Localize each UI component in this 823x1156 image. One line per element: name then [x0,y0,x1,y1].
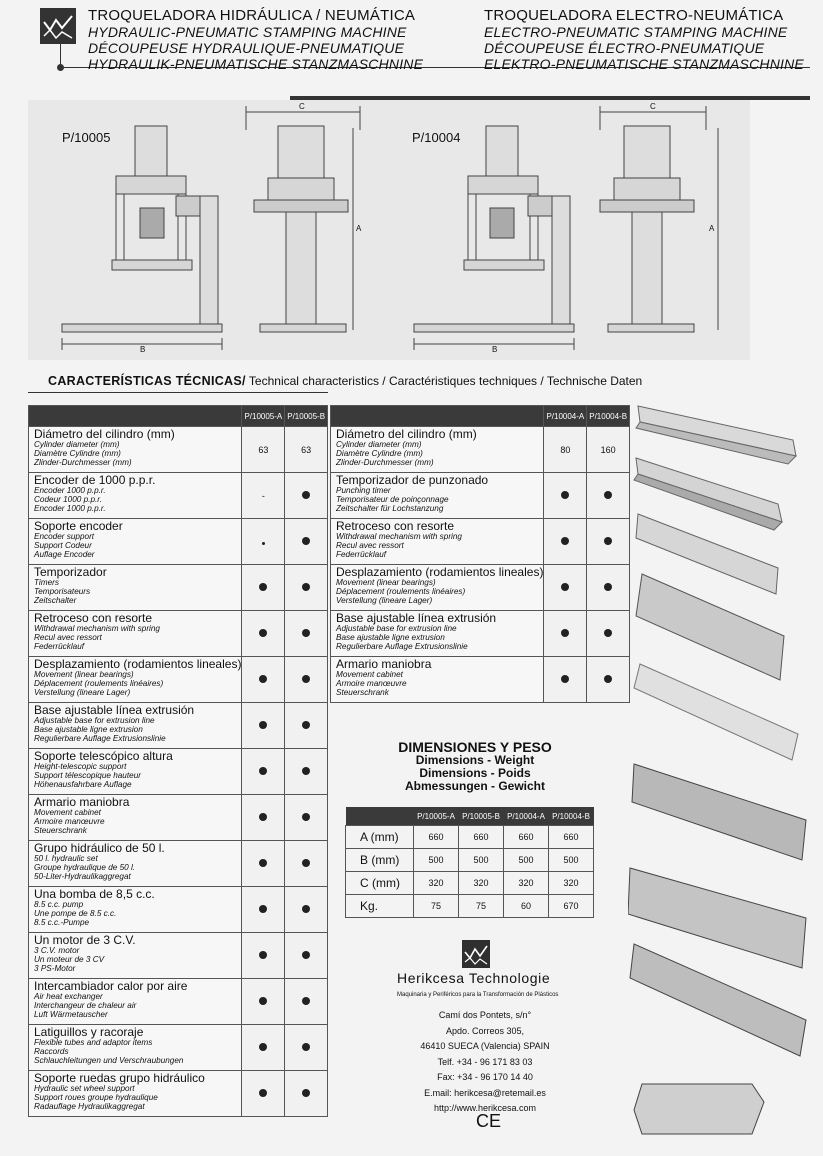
spec-name-cell [331,427,544,473]
spec-name-cell [331,657,544,703]
spec-translation: 3 PS-Motor [34,964,76,973]
header-left-title-en: HYDRAULIC-PNEUMATIC STAMPING MACHINE [88,24,407,40]
dimensions-title [350,741,600,793]
model-label-left: P/10005 [62,130,111,145]
machine-drawing-svg [28,100,750,360]
dimension-label: A (mm) [346,826,414,849]
table2-col-b: P/10004-B [587,406,630,427]
spec-translation: Movement (linear bearings) [34,670,134,679]
spec-translation: Recul avec ressort [336,541,404,550]
spec-translation: 3 C.V. motor [34,946,80,955]
spec-value-b [285,933,328,979]
dimension-value: 60 [504,895,549,918]
header-right-title-fr: DÉCOUPEUSE ÉLECTRO-PNEUMATIQUE [484,40,765,56]
dimension-label: C (mm) [346,872,414,895]
spec-translation: Federrücklauf [34,642,85,651]
dimension-label: B (mm) [346,849,414,872]
spec-name-cell [29,611,242,657]
spec-value-a [242,703,285,749]
address-line-1: Camí dos Pontets, s/n° [438,1010,532,1020]
spec-translation: Hydraulic set wheel support [34,1084,135,1093]
dim-a-label-left: A [356,224,362,233]
dimension-value: 670 [549,895,594,918]
dimension-value: 320 [459,872,504,895]
dimension-value: 500 [414,849,459,872]
spec-translation: Un moteur de 3 CV [34,955,105,964]
dimensions-title-en: Dimensions - Weight [415,753,535,767]
spec-name: Soporte encoder [34,519,123,533]
spec-value-a [242,933,285,979]
address-line-3: 46410 SUECA (Valencia) SPAIN [420,1041,550,1051]
spec-translation: Base ajustable ligne extrusion [34,725,143,734]
spec-row [29,611,328,657]
bullet-icon [259,1043,267,1051]
spec-translation: Groupe hydraulique de 50 l. [34,863,136,872]
spec-translation: Flexible tubes and adaptor items [34,1038,153,1047]
spec-translation: Radauflage Hydraulikaggregat [34,1102,145,1111]
spec-row [331,565,630,611]
model-label-right: P/10004 [412,130,461,145]
bullet-icon [259,583,267,591]
spec-name: Desplazamiento (rodamientos lineales) [336,565,544,579]
bullet-icon [561,583,569,591]
dimension-value: 660 [459,826,504,849]
dim-col-2: P/10005-B [459,807,504,826]
spec-name-cell [29,1071,242,1117]
dimension-row [346,849,594,872]
company-logo-icon [462,940,490,968]
spec-name-cell [29,427,242,473]
spec-value-a [242,749,285,795]
spec-name-cell [29,933,242,979]
spec-value-b: 63 [285,427,328,473]
dimension-value: 660 [504,826,549,849]
spec-translation: Base ajustable ligne extrusion [336,633,445,642]
spec-value-a [242,1025,285,1071]
cable-tray-5-icon [634,664,798,760]
spec-translation: Federrücklauf [336,550,387,559]
spec-translation: Support Codeur [34,541,92,550]
spec-row [29,749,328,795]
brand-logo-icon [40,8,76,44]
spec-translation: Timers [34,578,59,587]
spec-row [331,427,630,473]
spec-translation: 8.5 c.c. pump [34,900,84,909]
spec-name: Base ajustable línea extrusión [336,611,497,625]
bullet-icon [302,997,310,1005]
spec-name: Temporizador de punzonado [336,473,489,487]
bullet-icon [259,859,267,867]
bullet-icon [302,629,310,637]
dimensions-title-de: Abmessungen - Gewicht [404,779,546,793]
spec-translation: 50 l. hydraulic set [34,854,98,863]
spec-translation: Armoire manœuvre [34,817,105,826]
spec-row [331,473,630,519]
spec-translation: Raccords [34,1047,69,1056]
email-link[interactable]: E.mail: herikcesa@retemail.es [424,1087,546,1098]
spec-name-cell [29,473,242,519]
bullet-icon [302,859,310,867]
spec-value-a: 63 [242,427,285,473]
spec-translation: Diamètre Cylindre (mm) [336,449,423,458]
spec-row [29,841,328,887]
spec-name: Intercambiador calor por aire [34,979,188,993]
spec-value-a [242,887,285,933]
spec-translation: Verstellung (lineare Lager) [34,688,131,697]
spec-translation: Interchangeur de chaleur air [34,1001,137,1010]
spec-translation: Movement (linear bearings) [336,578,436,587]
spec-translation: Zlinder-Durchmesser (mm) [336,458,434,467]
spec-translation: Encoder support [34,532,95,541]
spec-value-b [285,1071,328,1117]
bullet-icon [561,537,569,545]
spec-value-a [242,795,285,841]
spec-translation: Déplacement (roulements linéaires) [336,587,466,596]
spec-translation: Encoder 1000 p.p.r. [34,504,106,513]
spec-value-a [242,519,285,565]
spec-value-b [587,473,630,519]
spec-name: Armario maniobra [336,657,432,671]
contact-block [380,1008,590,1117]
dim-header-blank [346,807,414,826]
cable-tray-1-icon [636,406,796,464]
dimension-value: 660 [549,826,594,849]
spec-row [29,795,328,841]
spec-translation: Cylinder diameter (mm) [336,440,422,449]
drawing-top-bar [290,96,810,100]
spec-value-b [587,657,630,703]
small-bullet-icon [262,542,265,545]
spec-translation: Withdrawal mechanism with spring [336,532,462,541]
bullet-icon [302,721,310,729]
cable-tray-2-icon [634,458,782,530]
dimension-row [346,826,594,849]
spec-translation: Steuerschrank [34,826,87,835]
spec-row [29,473,328,519]
spec-name: Grupo hidráulico de 50 l. [34,841,165,855]
spec-translation: Luft Wärmetauscher [34,1010,108,1019]
spec-translation: Withdrawal mechanism with spring [34,624,160,633]
header-right-title-es: TROQUELADORA ELECTRO-NEUMÁTICA [484,7,784,24]
spec-value-a [242,841,285,887]
spec-name-cell [29,519,242,565]
spec-name: Diámetro del cilindro (mm) [34,427,175,441]
header-right-title-de: ELEKTRO-PNEUMATISCHE STANZMASCHNINE [484,56,804,72]
header-right-title-en: ELECTRO-PNEUMATIC STAMPING MACHINE [484,24,788,40]
spec-name: Temporizador [34,565,107,579]
bullet-icon [302,675,310,683]
dimension-row [346,872,594,895]
spec-value-a [544,611,587,657]
spec-translation: Punching timer [336,486,391,495]
spec-value-b [285,1025,328,1071]
spec-value-b [285,611,328,657]
spec-translation: Temporisateur de poinçonnage [336,495,449,504]
bullet-icon [259,813,267,821]
bullet-icon [561,629,569,637]
spec-row [29,933,328,979]
header-left-title-de: HYDRAULIK-PNEUMATISCHE STANZMASCHNINE [88,56,424,72]
spec-translation: 50-Liter-Hydraulikaggregat [34,872,131,881]
spec-row [29,427,328,473]
spec-translation: Steuerschrank [336,688,389,697]
spec-value-b [587,519,630,565]
spec-name-cell [331,519,544,565]
dim-c-label-left: C [299,102,305,111]
spec-name-cell [331,473,544,519]
spec-value-a [544,473,587,519]
dim-col-4: P/10004-B [549,807,594,826]
spec-translation: Air heat exchanger [34,992,103,1001]
dimension-value: 320 [549,872,594,895]
spec-name: Encoder de 1000 p.p.r. [34,473,156,487]
spec-table-p10004 [330,405,630,703]
spec-value-a [544,565,587,611]
bullet-icon [302,583,310,591]
spec-translation: Adjustable base for extrusion line [34,716,155,725]
dim-col-1: P/10005-A [414,807,459,826]
spec-name-cell [331,565,544,611]
spec-row [331,611,630,657]
spec-name-cell [29,657,242,703]
spec-value-b [285,519,328,565]
cable-tray-6-icon [632,764,806,860]
spec-value-b [285,795,328,841]
dimensions-table [345,807,594,918]
spec-value-a: 80 [544,427,587,473]
spec-value-b [587,565,630,611]
dimension-value: 500 [459,849,504,872]
spec-translation: Zeitschalter für Lochstanzung [336,504,444,513]
dim-col-3: P/10004-A [504,807,549,826]
spec-name-cell [29,565,242,611]
table2-body [331,427,630,703]
bullet-icon [259,905,267,913]
technical-drawing [28,100,750,360]
bullet-icon [259,629,267,637]
spec-value-a [544,657,587,703]
spec-value-b [285,703,328,749]
bullet-icon [259,675,267,683]
spec-translation: Regulierbare Auflage Extrusionslinie [34,734,166,743]
spec-value-b [285,657,328,703]
table2-header-blank [331,406,544,427]
spec-value-a [242,1071,285,1117]
spec-value-b [285,473,328,519]
bullet-icon [604,583,612,591]
spec-name-cell [29,887,242,933]
dimensions-body [346,826,594,918]
spec-translation: Codeur 1000 p.p.r. [34,495,102,504]
bullet-icon [302,537,310,545]
spec-value-a [242,565,285,611]
dimensions-title-es: DIMENSIONES Y PESO [398,739,552,755]
bullet-icon [302,813,310,821]
spec-row [29,1025,328,1071]
spec-translation: Armoire manœuvre [336,679,407,688]
spec-name-cell [331,611,544,657]
spec-row [29,519,328,565]
spec-name-cell [29,841,242,887]
dimension-label: Kg. [346,895,414,918]
spec-translation: Movement cabinet [336,670,403,679]
spec-value-a [242,657,285,703]
cable-bracket-icon [634,1084,764,1134]
spec-name: Armario maniobra [34,795,130,809]
dimension-value: 75 [459,895,504,918]
spec-translation: Déplacement (roulements linéaires) [34,679,164,688]
spec-value-b [587,611,630,657]
spec-value-a [544,519,587,565]
header-connector-line [60,44,61,66]
spec-translation: Adjustable base for extrusion line [336,624,457,633]
spec-translation: Auflage Encoder [34,550,95,559]
spec-name: Una bomba de 8,5 c.c. [34,887,155,901]
spec-row [29,703,328,749]
spec-value-b [285,749,328,795]
bullet-icon [259,997,267,1005]
bullet-icon [259,767,267,775]
spec-value-b [285,979,328,1025]
spec-value-b [285,565,328,611]
spec-translation: Movement cabinet [34,808,101,817]
header-left-title-fr: DÉCOUPEUSE HYDRAULIQUE-PNEUMATIQUE [88,40,405,56]
characteristics-underline [28,392,328,393]
spec-translation: Zlinder-Durchmesser (mm) [34,458,132,467]
characteristics-title-rest: Technical characteristics / Caractéristiques techniques / Technische Daten [248,374,643,388]
spec-value-a: - [242,473,285,519]
spec-value-b [285,887,328,933]
bullet-icon [302,767,310,775]
phone: Telf. +34 - 96 171 83 03 [437,1056,533,1067]
header-left-title-es: TROQUELADORA HIDRÁULICA / NEUMÁTICA [88,7,416,24]
dim-c-label-right: C [650,102,656,111]
spec-translation: Support télescopique hauteur [34,771,141,780]
spec-name: Diámetro del cilindro (mm) [336,427,477,441]
dim-b-label-left: B [140,345,146,354]
spec-row [331,657,630,703]
header-left-titles [88,8,423,72]
characteristics-title [48,374,642,388]
table1-col-b: P/10005-B [285,406,328,427]
bullet-icon [302,1089,310,1097]
spec-name-cell [29,703,242,749]
spec-translation: Recul avec ressort [34,633,102,642]
spec-table-p10005 [28,405,328,1117]
spec-row [331,519,630,565]
spec-name-cell [29,979,242,1025]
spec-name-cell [29,749,242,795]
bullet-icon [561,675,569,683]
spec-name: Latiguillos y racoraje [34,1025,144,1039]
spec-row [29,979,328,1025]
bullet-icon [561,491,569,499]
spec-translation: Temporisateurs [34,587,91,596]
spec-translation: Verstellung (lineare Lager) [336,596,433,605]
table1-col-a: P/10005-A [242,406,285,427]
spec-value-a [242,979,285,1025]
dimension-value: 500 [504,849,549,872]
spec-translation: Cylinder diameter (mm) [34,440,120,449]
fax: Fax: +34 - 96 170 14 40 [437,1072,533,1082]
spec-name: Soporte ruedas grupo hidráulico [34,1071,205,1085]
table2-col-a: P/10004-A [544,406,587,427]
spec-translation: Encoder 1000 p.p.r. [34,486,106,495]
dimension-value: 320 [414,872,459,895]
spec-translation: Height-telescopic support [34,762,127,771]
dim-a-label-right: A [709,224,715,233]
spec-name: Retroceso con resorte [336,519,455,533]
spec-name-cell [29,795,242,841]
bullet-icon [604,675,612,683]
spec-name: Soporte telescópico altura [34,749,173,763]
dimension-value: 500 [549,849,594,872]
spec-value-b [285,841,328,887]
bullet-icon [604,629,612,637]
header-right-titles [484,8,804,72]
dimensions-title-fr: Dimensions - Poids [419,766,531,780]
cable-tray-photos [628,398,818,1138]
spec-translation: Support roues groupe hydraulique [34,1093,158,1102]
spec-name: Base ajustable línea extrusión [34,703,195,717]
spec-name-cell [29,1025,242,1071]
spec-translation: Schlauchleitungen und Verschraubungen [34,1056,184,1065]
spec-translation: Regulierbare Auflage Extrusionslinie [336,642,468,651]
spec-value-b: 160 [587,427,630,473]
spec-name: Desplazamiento (rodamientos lineales) [34,657,242,671]
spec-translation: 8.5 c.c.-Pumpe [34,918,90,927]
bullet-icon [259,721,267,729]
bullet-icon [259,1089,267,1097]
bullet-icon [259,951,267,959]
dimension-value: 320 [504,872,549,895]
ce-mark: CE [476,1111,502,1131]
characteristics-title-es: CARACTERÍSTICAS TÉCNICAS/ [48,374,246,388]
spec-value-a [242,611,285,657]
website-link[interactable]: http://www.herikcesa.com [433,1103,537,1113]
dimension-row [346,895,594,918]
company-name: Herikcesa Technologie [397,970,551,986]
bullet-icon [604,491,612,499]
spec-row [29,887,328,933]
table1-body [29,427,328,1117]
spec-name: Un motor de 3 C.V. [34,933,136,947]
bullet-icon [302,905,310,913]
spec-name: Retroceso con resorte [34,611,153,625]
cable-tray-4-icon [636,574,784,680]
dimension-value: 660 [414,826,459,849]
spec-translation: Höhenausfahrbare Auflage [34,780,132,789]
dim-b-label-right: B [492,345,498,354]
spec-translation: Zeitschalter [34,596,77,605]
table1-header-blank [29,406,242,427]
bullet-icon [604,537,612,545]
bullet-icon [302,1043,310,1051]
spec-row [29,657,328,703]
spec-translation: Une pompe de 8.5 c.c. [34,909,117,918]
company-subtitle: Maquinaria y Periféricos para la Transformación de Plásticos [397,992,559,998]
address-line-2: Apdo. Correos 305, [445,1025,525,1036]
spec-translation: Diamètre Cylindre (mm) [34,449,121,458]
dimension-value: 75 [414,895,459,918]
spec-row [29,565,328,611]
bullet-icon [302,951,310,959]
spec-row [29,1071,328,1117]
bullet-icon [302,491,310,499]
